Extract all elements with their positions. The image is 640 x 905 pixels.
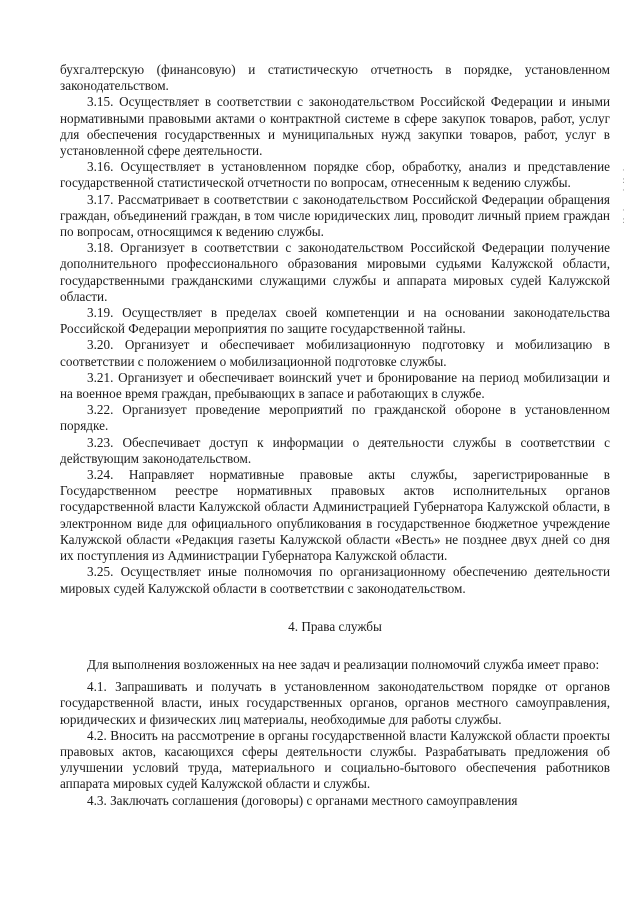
section-heading: 4. Права службы — [288, 618, 382, 634]
paragraph-3-20: 3.20. Организует и обеспечивает мобилизационную подготовку и мобилизацию в соответствии с положением о мобилизационной подготовке службы. — [60, 337, 610, 369]
paragraph-3-25: 3.25. Осуществляет иные полномочия по организационному обеспечению деятельности мировых судей Калужской области в соответствии с законодательством. — [60, 564, 610, 596]
paragraph-3-19: 3.19. Осуществляет в пределах своей компетенции и на основании законодательства Российской Федерации мероприятия по защите государственной тайны. — [60, 305, 610, 337]
paragraph-3-15: 3.15. Осуществляет в соответствии с законодательством Российской Федерации и иными нормативными правовыми актами о контрактной системе в сфере закупок товаров, работ, услуг для обеспечения государственных и муниципальных нужд закупки товаров, работ, услуг в установленной сфере деятельности. — [60, 94, 610, 159]
paragraph-continuation: бухгалтерскую (финансовую) и статистическую отчетность в порядке, установленном законодательством. — [60, 62, 610, 94]
paragraph-rights-intro: Для выполнения возложенных на нее задач и реализации полномочий служба имеет право: — [87, 656, 600, 672]
paragraph-3-22: 3.22. Организует проведение мероприятий по гражданской обороне в установленном порядке. — [60, 402, 610, 434]
paragraph-3-24: 3.24. Направляет нормативные правовые акты службы, зарегистрированные в Государственном реестре нормативных правовых актов исполнительных органов государственной власти Калужской области Администрацией Губернатора Калужской области, в электронном виде для официального опубликования в государственное бюджетное учреждение Калужской области «Редакция газеты Калужской области «Весть» не позднее двух дней со дня их поступления из Администрации Губернатора Калужской области. — [60, 467, 610, 564]
scan-margin-marks: · : · · : — [622, 166, 626, 226]
paragraph-4-2: 4.2. Вносить на рассмотрение в органы государственной власти Калужской области проекты правовых актов, касающихся сферы деятельности службы. Разрабатывать предложения об улучшении условий труда, материального и социально-бытового обеспечения работников аппарата мировых судей Калужской области и службы. — [60, 727, 610, 792]
paragraph-4-3: 4.3. Заключать соглашения (договоры) с органами местного самоуправления — [87, 792, 518, 808]
paragraph-3-23: 3.23. Обеспечивает доступ к информации о деятельности службы в соответствии с действующим законодательством. — [60, 434, 610, 466]
paragraph-3-21: 3.21. Организует и обеспечивает воинский учет и бронирование на период мобилизации и на военное время граждан, пребывающих в запасе и работающих в службе. — [60, 369, 610, 402]
paragraph-3-18: 3.18. Организует в соответствии с законодательством Российской Федерации получение дополнительного профессионального образования мировыми судьями Калужской области, государственными гражданскими служащими службы и аппарата мировых судей Калужской области. — [60, 240, 610, 304]
paragraph-3-17: 3.17. Рассматривает в соответствии с законодательством Российской Федерации обращения граждан, объединений граждан, в том числе юридических лиц, проводит личный прием граждан по вопросам, относящимся к ведению службы. — [60, 191, 610, 240]
paragraph-4-1: 4.1. Запрашивать и получать в установленном законодательством порядке от органов государственной власти, иных государственных органов, органов местного самоуправления, юридических и физических лиц материалы, необходимые для работы службы. — [60, 679, 610, 727]
paragraph-3-16: 3.16. Осуществляет в установленном порядке сбор, обработку, анализ и представление государственной статистической отчетности по вопросам, отнесенным к ведению службы. — [60, 159, 610, 191]
